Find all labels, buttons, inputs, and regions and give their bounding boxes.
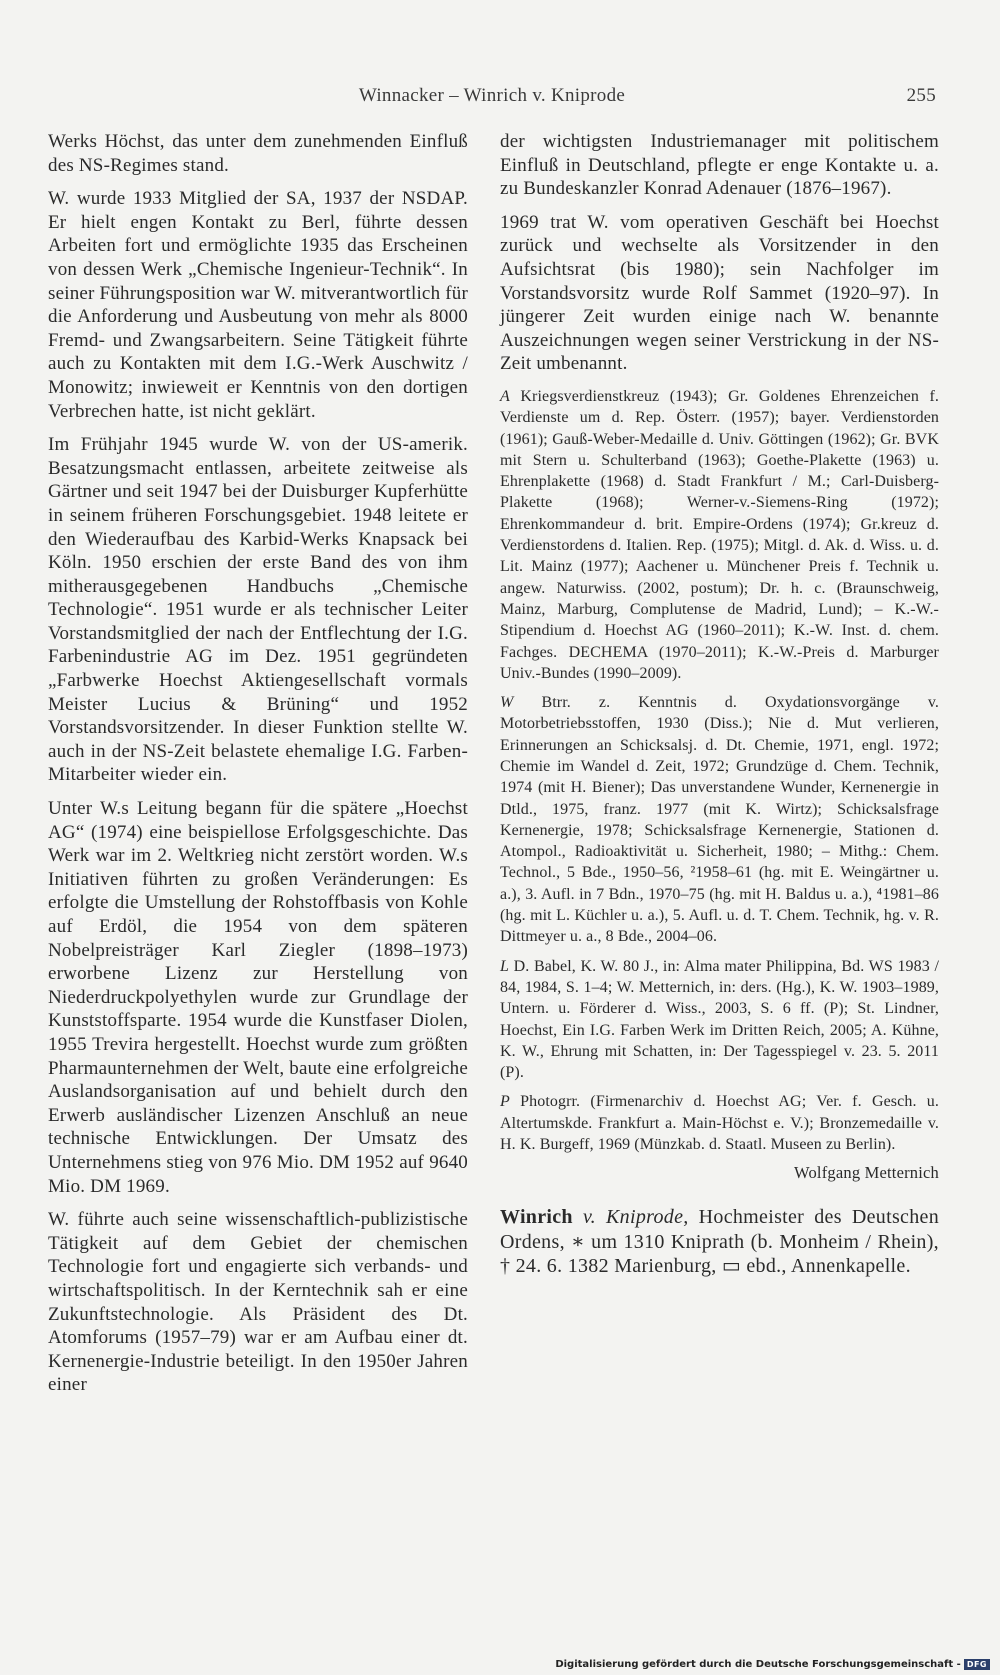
honors-text: Kriegsverdienstkreuz (1943); Gr. Goldenes Ehrenzeichen f. Verdienste um d. Rep. Österr. (1957); bayer. Verdienstorden (1961); Gauß-Weber-Medaille d. Univ. Göttingen (1962); Gr. BVK mit Stern u. Schulterband (1963); Goethe-Plakette (1963) u. Ehrenplakette (1968) d. Stadt Frankfurt / M.; Carl-Duisberg-Plakette (1968); Werner-v.-Siemens-Ring (1972); Ehrenkommandeur d. brit. Empire-Ordens (1974); Gr.kreuz d. Verdienstordens d. Italien. Rep. (1975); Mitgl. d. Ak. d. Wiss. u. d. Lit. Mainz (1977); Aachener u. Münchener Preis f. Technik u. angew. Naturwiss. (2002, postum); Dr. h. c. (Braunschweig, Mainz, Marburg, Complutense de Madrid, Lund); – K.-W.-Stipendium d. Hoechst AG (1960–2011); K.-W. Inst. d. chem. Fachges. DECHEMA (1970–2011); K.-W.-Preis d. Marburger Univ.-Bundes (1990–2009). xyxy=(500,387,939,682)
entry-name-suffix: v. Kniprode, xyxy=(582,1206,689,1229)
running-header xyxy=(48,85,936,109)
portraits-section xyxy=(500,1091,939,1155)
literature-lead: L xyxy=(500,957,509,975)
literature-section xyxy=(500,956,939,1084)
works-text: Btrr. z. Kenntnis d. Oxydationsvorgänge v. Motorbetriebsstoffen, 1930 (Diss.); Nie d. Mut verlieren, Erinnerungen an Schicksalsj. d. Dt. Chemie, 1971, engl. 1972; Chemie im Wandel d. Zeit, 1972; Grundzüge d. Chem. Technik, 1974 (mit H. Biener); Das unverstandene Wunder, Kernenergie in Dtld., 1975, franz. 1977 (mit K. Wirtz); Schicksalsfrage Kernenergie, 1978; Schicksalsfrage Kernenergie, Stationen d. Atompol., Radioaktivität u. Sicherheit, 1980; – Mithg.: Chem. Technol., 5 Bde., 1950–56, ²1958–61 (hg. mit E. Weingärtner u. a.), 3. Aufl. in 7 Bdn., 1970–75 (hg. mit H. Baldus u. a.), ⁴1981–86 (hg. mit L. Küchler u. a.), 5. Aufl. u. d. T. Chem. Technik, hg. v. R. Dittmeyer u. a., 8 Bde., 2004–06. xyxy=(500,694,939,946)
honors-lead: A xyxy=(500,387,510,405)
paragraph: Unter W.s Leitung begann für die spätere „Hoechst AG“ (1974) eine beispiellose Erfolgsgeschichte. Das Werk war im 2. Weltkrieg nicht zerstört worden. W.s Initiativen führten zu großen Veränderungen: Es erfolgte die Umstellung der Rohstoffbasis von Kohle auf Erdöl, die 1954 von dem späteren Nobelpreisträger Karl Ziegler (1898–1973) erworbene Lizenz zur Herstellung von Niederdruckpolyethylen wurde zur Grundlage der Kunststoffsparte. 1954 wurde die Kunstfaser Diolen, 1955 Trevira hergestellt. Hoechst wurde zum größten Pharmaunternehmen der Welt, baute eine erfolgreiche Auslandsorganisation auf und behielt durch den Erwerb ausländischer Lizenzen Anschluß an neue technische Entwicklungen. Der Umsatz des Unternehmens stieg von 976 Mio. DM 1952 auf 9640 Mio. DM 1969. xyxy=(48,798,468,1197)
entry-text: Hochmeister des Deutschen Ordens, ∗ um 1310 Kniprath (b. Monheim / Rhein), † 24. 6. 1382 Marienburg, ▭ ebd., Annenkapelle. xyxy=(500,1206,939,1278)
article-author: Wolfgang Metternich xyxy=(794,1163,939,1183)
portraits-text: Photogrr. (Firmenarchiv d. Hoechst AG; Ver. f. Gesch. u. Altertumskde. Frankfurt a. Main-Höchst e. V.); Bronzemedaille v. H. K. Burgeff, 1969 (Münzkab. d. Staatl. Museen zu Berlin). xyxy=(500,1093,939,1154)
entry-name: Winrich xyxy=(500,1206,573,1229)
running-title: Winnacker – Winrich v. Kniprode xyxy=(358,85,626,106)
paragraph: W. führte auch seine wissenschaftlich-publizistische Tätigkeit auf dem Gebiet der chemischen Technologie fort und engagierte sich verbands- und wirtschaftspolitisch. In der Kerntechnik sah er eine Zukunftstechnologie. Als Präsident des Dt. Atomforums (1957–79) war er am Aufbau einer dt. Kernenergie-Industrie beteiligt. In den 1950er Jahren einer xyxy=(48,1209,468,1396)
left-column xyxy=(48,130,468,1407)
paragraph: Im Frühjahr 1945 wurde W. von der US-amerik. Besatzungsmacht entlassen, arbeitete zeitweise als Gärtner und seit 1947 bei der Duisburger Kupferhütte in seinem früheren Forschungsgebiet. 1948 leitete er den Wiederaufbau des Karbid-Werks Knapsack bei Köln. 1950 erschien der erste Band des von ihm mitherausgegebenen Handbuchs „Chemische Technologie“. 1951 wurde er als technischer Leiter Vorstandsmitglied der nach der Entflechtung der I.G. Farbenindustrie AG im Dez. 1951 gegründeten „Farbwerke Hoechst Aktiengesellschaft vormals Meister Lucius & Brüning“ und 1952 Vorstandsvorsitzender. In dieser Funktion stellte W. auch in der NS-Zeit belastete ehemalige I.G. Farben-Mitarbeiter wieder ein. xyxy=(48,434,468,786)
paragraph: Werks Höchst, das unter dem zunehmenden Einfluß des NS-Regimes stand. xyxy=(48,131,468,176)
footer-text: Digitalisierung gefördert durch die Deutsche Forschungsgemeinschaft - xyxy=(555,1658,961,1670)
paragraph: 1969 trat W. vom operativen Geschäft bei Hoechst zurück und wechselte als Vorsitzender in den Aufsichtsrat (bis 1980); sein Nachfolger im Vorstandsvorsitz wurde Rolf Sammet (1920–97). In jüngerer Zeit wurden einige nach W. benannte Auszeichnungen wegen seiner Verstrickung in der NS-Zeit umbenannt. xyxy=(500,211,939,375)
right-column xyxy=(500,130,939,1279)
paragraph: der wichtigsten Industriemanager mit politischem Einfluß in Deutschland, pflegte er enge Kontakte u. a. zu Bundeskanzler Konrad Adenauer (1876–1967). xyxy=(500,131,939,200)
dfg-logo: DFG xyxy=(964,1659,990,1670)
digitization-footer xyxy=(555,1657,990,1671)
works-section xyxy=(500,692,939,948)
portraits-lead: P xyxy=(500,1093,510,1111)
works-lead: W xyxy=(500,694,514,712)
page-number: 255 xyxy=(906,85,936,106)
honors-section xyxy=(500,386,939,684)
next-entry xyxy=(500,1205,939,1279)
paragraph: W. wurde 1933 Mitglied der SA, 1937 der NSDAP. Er hielt engen Kontakt zu Berl, führte dessen Arbeiten fort und ermöglichte 1935 das Erscheinen von dessen Werk „Chemische Ingenieur-Technik“. In seiner Führungsposition war W. mitverantwortlich für die Anforderung und Ausbeutung von mehr als 8000 Fremd- und Zwangsarbeitern. Seine Tätigkeit führte auch zu Kontakten mit dem I.G.-Werk Auschwitz / Monowitz; inwieweit er Kenntnis von den dortigen Verbrechen hatte, ist nicht geklärt. xyxy=(48,188,468,422)
literature-text: D. Babel, K. W. 80 J., in: Alma mater Philippina, Bd. WS 1983 / 84, 1984, S. 1–4; W. Metternich, in: ders. (Hg.), K. W. 1903–1989, Untern. u. Förderer d. Wiss., 2003, S. 6 ff. (P); St. Lindner, Hoechst, Ein I.G. Farben Werk im Dritten Reich, 2005; A. Kühne, K. W., Ehrung mit Schatten, in: Der Tagesspiegel v. 23. 5. 2011 (P). xyxy=(500,957,939,1082)
